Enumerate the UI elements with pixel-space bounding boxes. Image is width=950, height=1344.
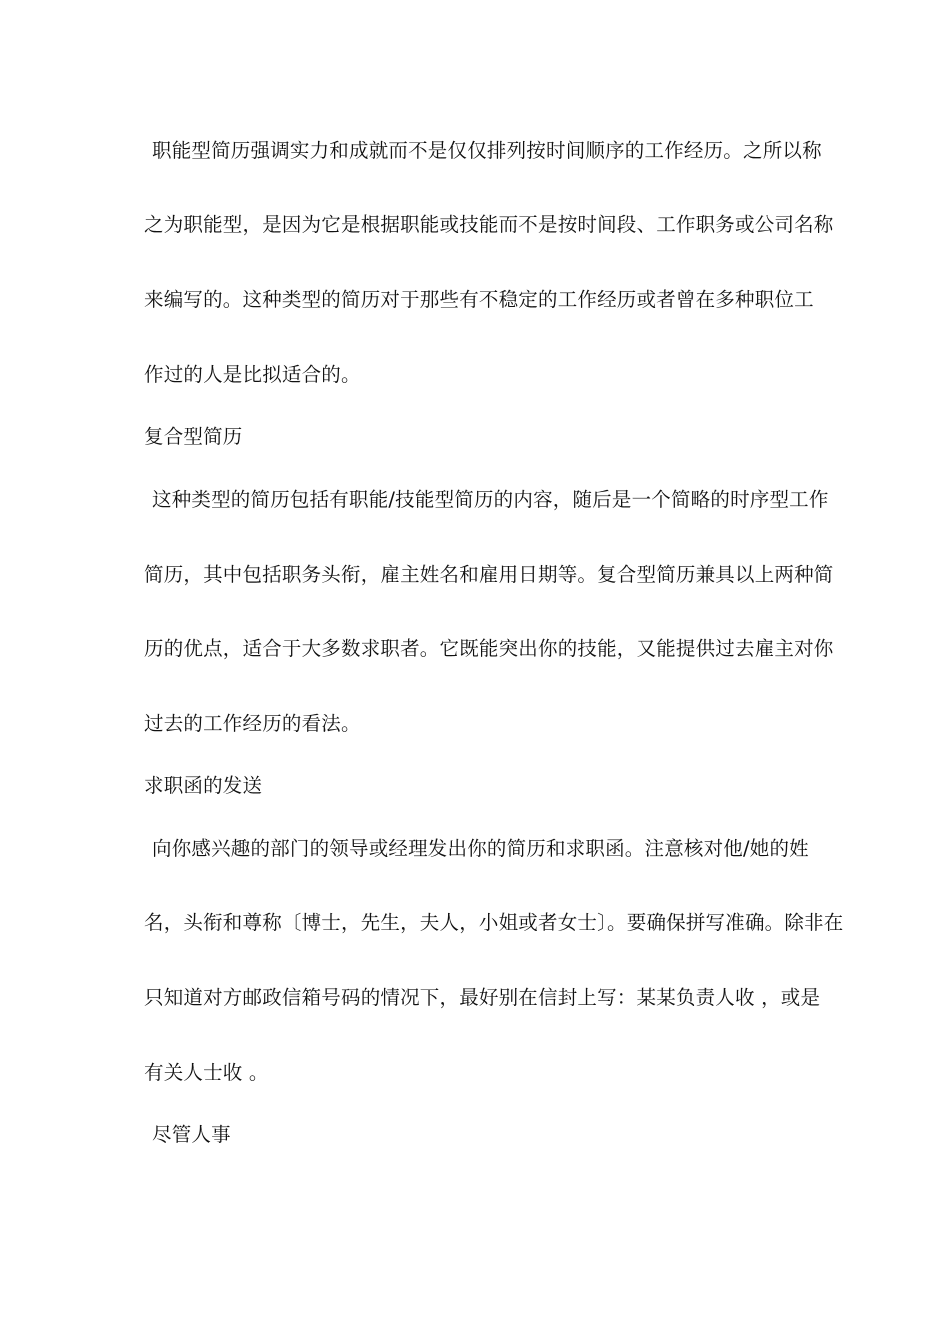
paragraph-line: 名，头衔和尊称〔博士，先生，夫人，小姐或者女士〕。要确保拼写准确。除非在 <box>144 911 844 934</box>
section-heading: 求职函的发送 <box>144 774 263 797</box>
paragraph-line: 作过的人是比拟适合的。 <box>144 363 361 386</box>
paragraph-line: 过去的工作经历的看法。 <box>144 712 361 735</box>
paragraph-line: 来编写的。这种类型的简历对于那些有不稳定的工作经历或者曾在多种职位工 <box>144 288 814 311</box>
paragraph-line: 这种类型的简历包括有职能/技能型简历的内容，随后是一个简略的时序型工作 <box>152 488 829 511</box>
paragraph-line: 向你感兴趣的部门的领导或经理发出你的简历和求职函。注意核对他/她的姓 <box>152 837 809 860</box>
paragraph-line: 之为职能型，是因为它是根据职能或技能而不是按时间段、工作职务或公司名称 <box>144 213 834 236</box>
paragraph-line: 职能型简历强调实力和成就而不是仅仅排列按时间顺序的工作经历。之所以称 <box>152 139 822 162</box>
paragraph-line: 有关人士收 。 <box>144 1061 269 1084</box>
paragraph-line: 只知道对方邮政信箱号码的情况下，最好别在信封上写：某某负责人收 ，或是 <box>144 986 821 1009</box>
section-heading: 复合型简历 <box>144 425 243 448</box>
paragraph-line: 历的优点，适合于大多数求职者。它既能突出你的技能，又能提供过去雇主对你 <box>144 637 834 660</box>
paragraph-line: 简历，其中包括职务头衔，雇主姓名和雇用日期等。复合型简历兼具以上两种简 <box>144 563 834 586</box>
trailing-paragraph-start: 尽管人事 <box>152 1123 231 1146</box>
